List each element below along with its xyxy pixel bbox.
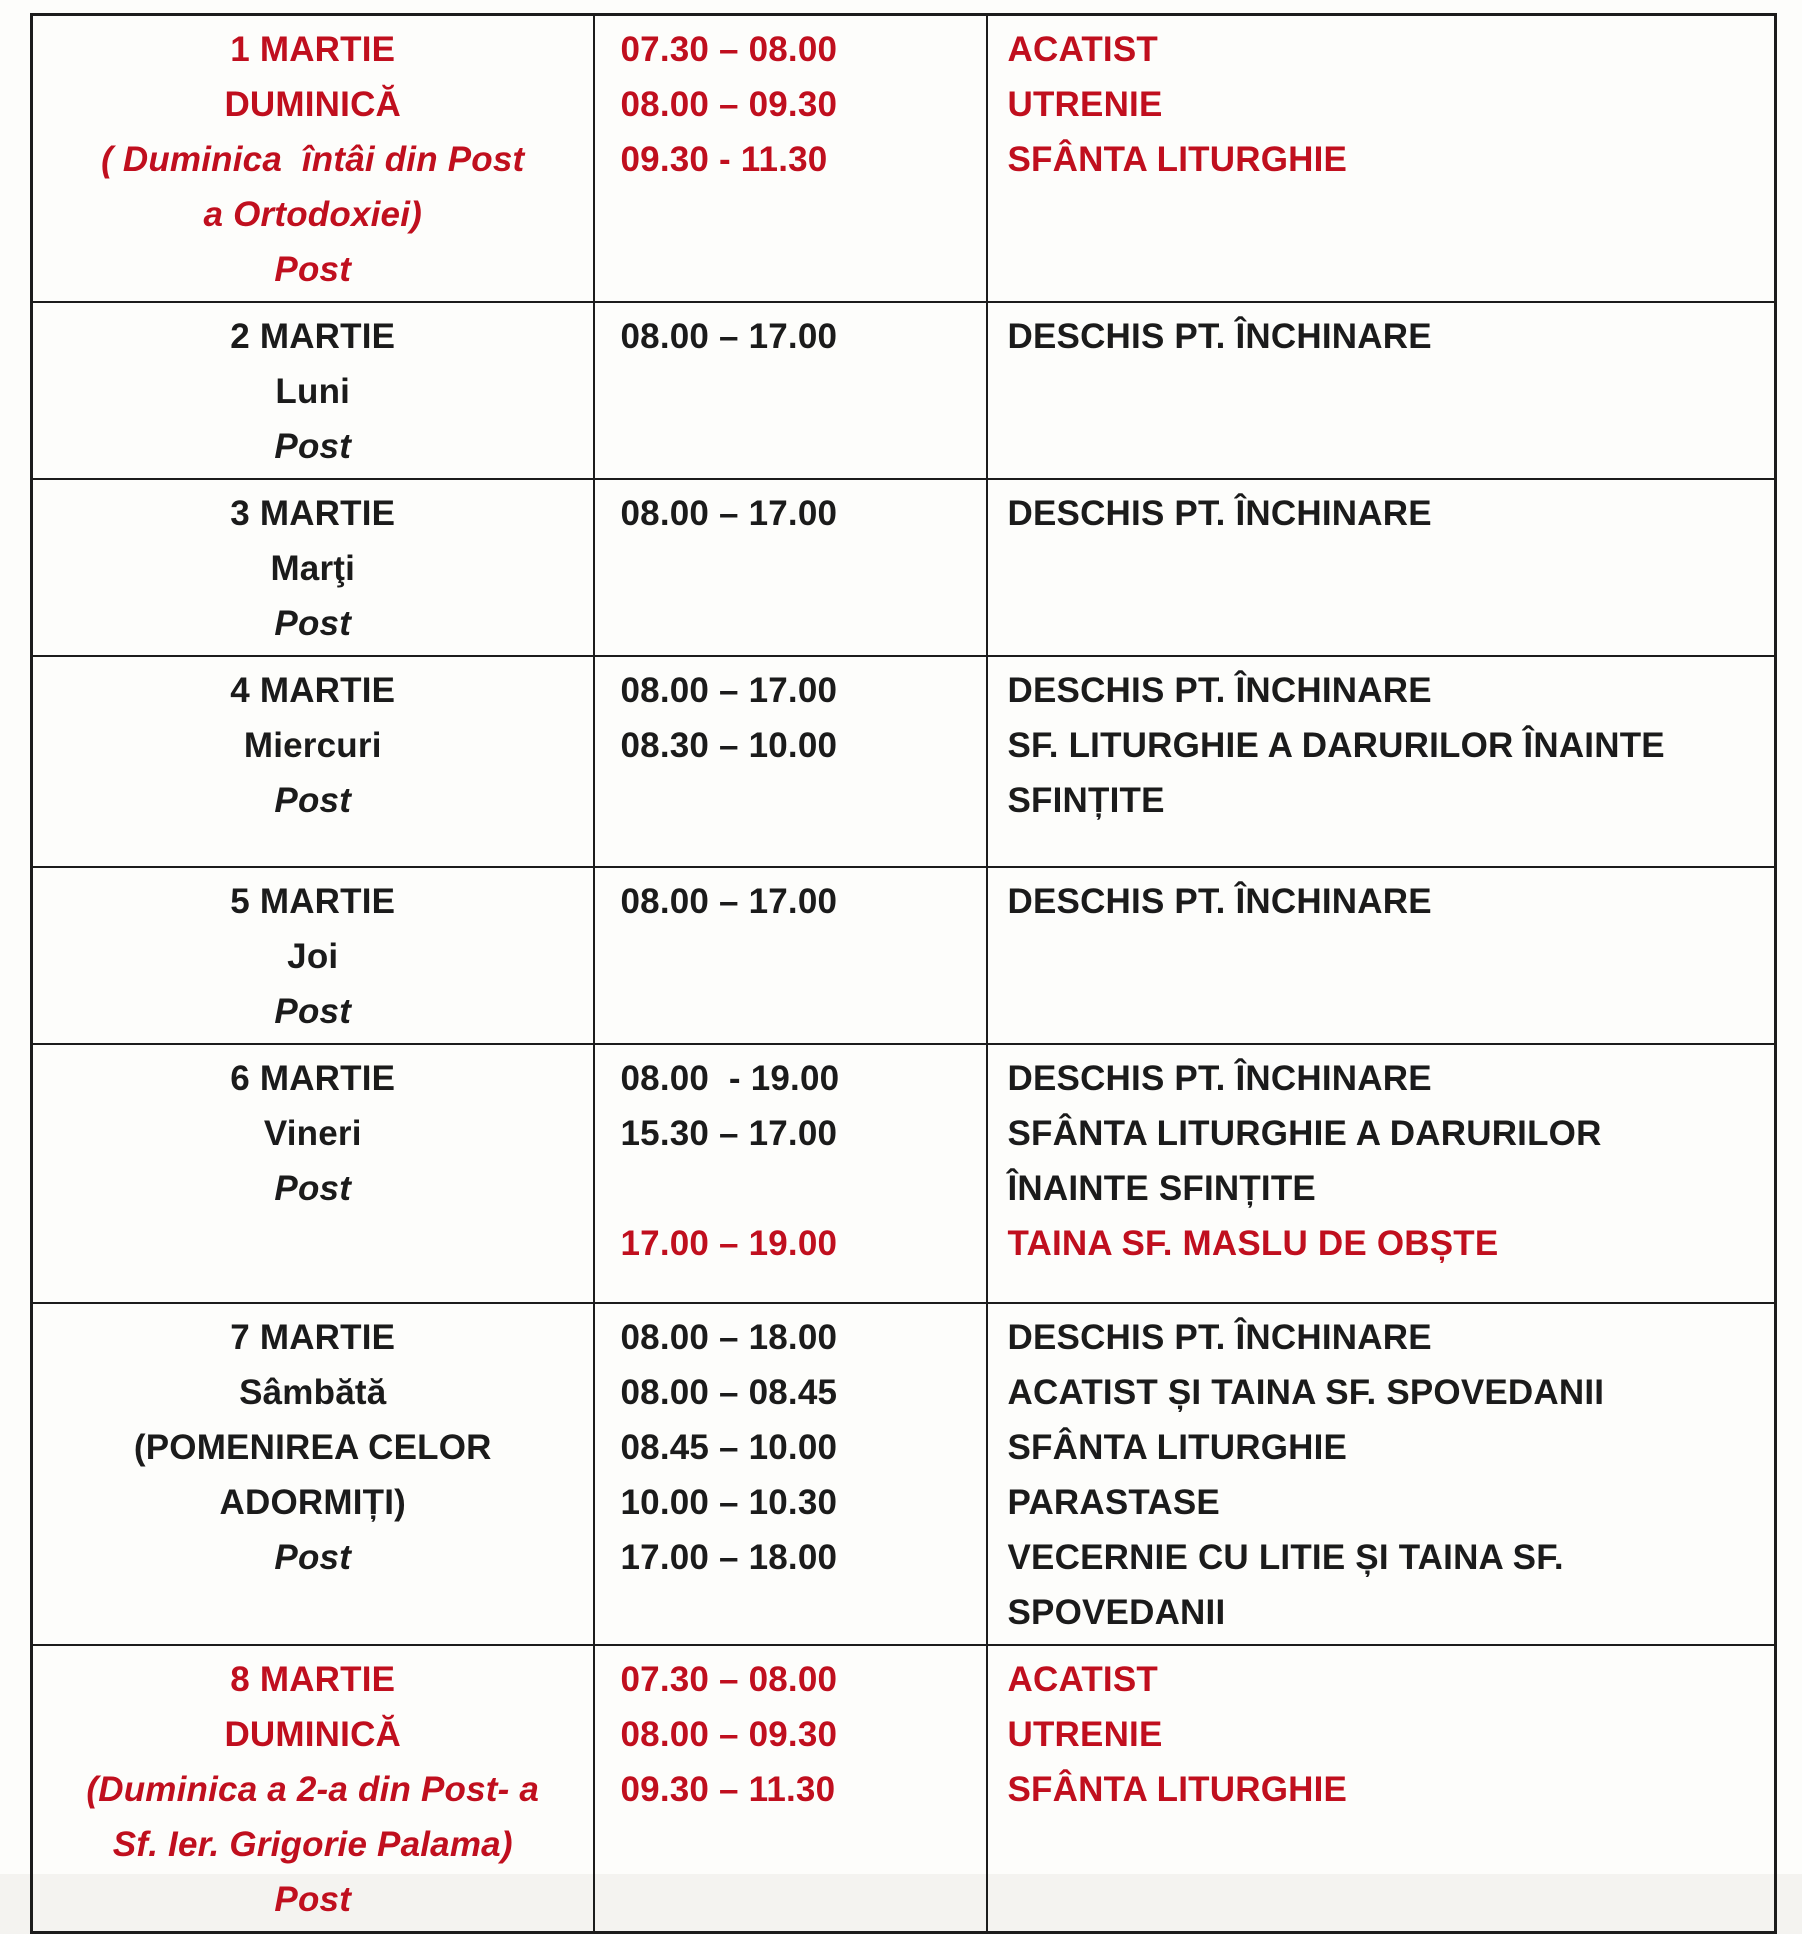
text-line: SFINȚITE [1007, 781, 1165, 820]
table-row-3-martie [32, 479, 1776, 656]
date-cell-1-martie [32, 15, 594, 303]
text-line: Post [274, 992, 352, 1031]
text-line: DESCHIS PT. ÎNCHINARE [1007, 317, 1432, 356]
text-line: 08.00 – 09.30 [620, 85, 838, 124]
text-line: SFÂNTA LITURGHIE A DARURILOR [1007, 1114, 1602, 1153]
text-line: 07.30 – 08.00 [620, 30, 838, 69]
text-line: Vineri [263, 1114, 362, 1153]
text-line: 17.00 – 18.00 [620, 1538, 838, 1577]
hours-cell-1-martie [594, 15, 987, 303]
hours-cell-4-martie [594, 656, 987, 867]
text-line: 8 MARTIE [230, 1660, 396, 1699]
text-line: 4 MARTIE [230, 671, 396, 710]
text-line: Luni [275, 372, 351, 411]
services-cell-7-martie [987, 1303, 1776, 1645]
table-row-6-martie [32, 1044, 1776, 1303]
text-line: Post [274, 1538, 352, 1577]
services-cell-3-martie [987, 479, 1776, 656]
text-line: ( Duminica întâi din Post [101, 140, 525, 179]
text-line: 08.00 – 09.30 [620, 1715, 838, 1754]
text-line: Sâmbătă [239, 1373, 387, 1412]
schedule-table-body [32, 15, 1776, 1933]
date-cell-8-martie [32, 1645, 594, 1933]
text-line: 08.00 – 08.45 [620, 1373, 838, 1412]
hours-cell-7-martie [594, 1303, 987, 1645]
date-cell-4-martie [32, 656, 594, 867]
table-row-2-martie [32, 302, 1776, 479]
text-line: 08.30 – 10.00 [620, 726, 838, 765]
text-line: DESCHIS PT. ÎNCHINARE [1007, 671, 1432, 710]
text-line: 08.00 – 18.00 [620, 1318, 838, 1357]
hours-cell-2-martie [594, 302, 987, 479]
date-cell-2-martie [32, 302, 594, 479]
text-line: 08.00 - 19.00 [620, 1059, 840, 1098]
text-line: Sf. Ier. Grigorie Palama) [112, 1825, 513, 1864]
text-line: 6 MARTIE [230, 1059, 396, 1098]
date-cell-3-martie [32, 479, 594, 656]
text-line: 07.30 – 08.00 [620, 1660, 838, 1699]
text-line: UTRENIE [1007, 1715, 1163, 1754]
text-line: DESCHIS PT. ÎNCHINARE [1007, 1059, 1432, 1098]
table-row-8-martie [32, 1645, 1776, 1933]
text-line: 17.00 – 19.00 [620, 1224, 838, 1263]
date-cell-6-martie [32, 1044, 594, 1303]
text-line: SF. LITURGHIE A DARURILOR ÎNAINTE [1007, 726, 1665, 765]
text-line: ACATIST ȘI TAINA SF. SPOVEDANII [1007, 1373, 1605, 1412]
text-line: 5 MARTIE [230, 882, 396, 921]
text-line: 08.00 – 17.00 [620, 882, 838, 921]
text-line: Post [274, 427, 352, 466]
text-line: DESCHIS PT. ÎNCHINARE [1007, 882, 1432, 921]
table-row-4-martie [32, 656, 1776, 867]
text-line: PARASTASE [1007, 1483, 1220, 1522]
text-line: 2 MARTIE [230, 317, 396, 356]
text-line: Post [274, 604, 352, 643]
text-line: 08.00 – 17.00 [620, 671, 838, 710]
text-line: DUMINICĂ [224, 85, 402, 124]
text-line: ACATIST [1007, 30, 1158, 69]
text-line: Post [274, 250, 352, 289]
text-line: ADORMIȚI) [219, 1483, 406, 1522]
text-line: Miercuri [243, 726, 382, 765]
text-line: 08.00 – 17.00 [620, 317, 838, 356]
hours-cell-6-martie [594, 1044, 987, 1303]
schedule-table [30, 13, 1777, 1934]
text-line: Joi [287, 937, 339, 976]
services-cell-4-martie [987, 656, 1776, 867]
date-cell-7-martie [32, 1303, 594, 1645]
text-line: 10.00 – 10.30 [620, 1483, 838, 1522]
services-cell-5-martie [987, 867, 1776, 1044]
services-cell-1-martie [987, 15, 1776, 303]
text-line: 1 MARTIE [230, 30, 396, 69]
text-line: 3 MARTIE [230, 494, 396, 533]
text-line: 09.30 – 11.30 [620, 1770, 836, 1809]
text-line: ACATIST [1007, 1660, 1158, 1699]
text-line: 15.30 – 17.00 [620, 1114, 838, 1153]
text-line: 08.45 – 10.00 [620, 1428, 838, 1467]
text-line: Post [274, 1880, 352, 1919]
table-row-5-martie [32, 867, 1776, 1044]
text-line: SPOVEDANII [1007, 1593, 1226, 1632]
text-line: Marţi [270, 549, 356, 588]
text-line: VECERNIE CU LITIE ȘI TAINA SF. [1007, 1538, 1564, 1577]
text-line: 08.00 – 17.00 [620, 494, 838, 533]
text-line: DESCHIS PT. ÎNCHINARE [1007, 1318, 1432, 1357]
text-line: Post [274, 781, 352, 820]
text-line: Post [274, 1169, 352, 1208]
text-line: (POMENIREA CELOR [133, 1428, 492, 1467]
hours-cell-8-martie [594, 1645, 987, 1933]
services-cell-2-martie [987, 302, 1776, 479]
text-line: UTRENIE [1007, 85, 1163, 124]
date-cell-5-martie [32, 867, 594, 1044]
text-line: DUMINICĂ [224, 1715, 402, 1754]
services-cell-6-martie [987, 1044, 1776, 1303]
text-line: DESCHIS PT. ÎNCHINARE [1007, 494, 1432, 533]
text-line: ÎNAINTE SFINȚITE [1007, 1169, 1316, 1208]
text-line: SFÂNTA LITURGHIE [1007, 1428, 1348, 1467]
table-row-7-martie [32, 1303, 1776, 1645]
text-line: SFÂNTA LITURGHIE [1007, 1770, 1348, 1809]
services-cell-8-martie [987, 1645, 1776, 1933]
text-line: SFÂNTA LITURGHIE [1007, 140, 1348, 179]
hours-cell-3-martie [594, 479, 987, 656]
text-line: 7 MARTIE [230, 1318, 396, 1357]
hours-cell-5-martie [594, 867, 987, 1044]
text-line: 09.30 - 11.30 [620, 140, 828, 179]
text-line: a Ortodoxiei) [203, 195, 422, 234]
text-line: TAINA SF. MASLU DE OBȘTE [1007, 1224, 1499, 1263]
table-row-1-martie [32, 15, 1776, 303]
text-line: (Duminica a 2-a din Post- a [86, 1770, 540, 1809]
text-line [621, 1161, 980, 1216]
